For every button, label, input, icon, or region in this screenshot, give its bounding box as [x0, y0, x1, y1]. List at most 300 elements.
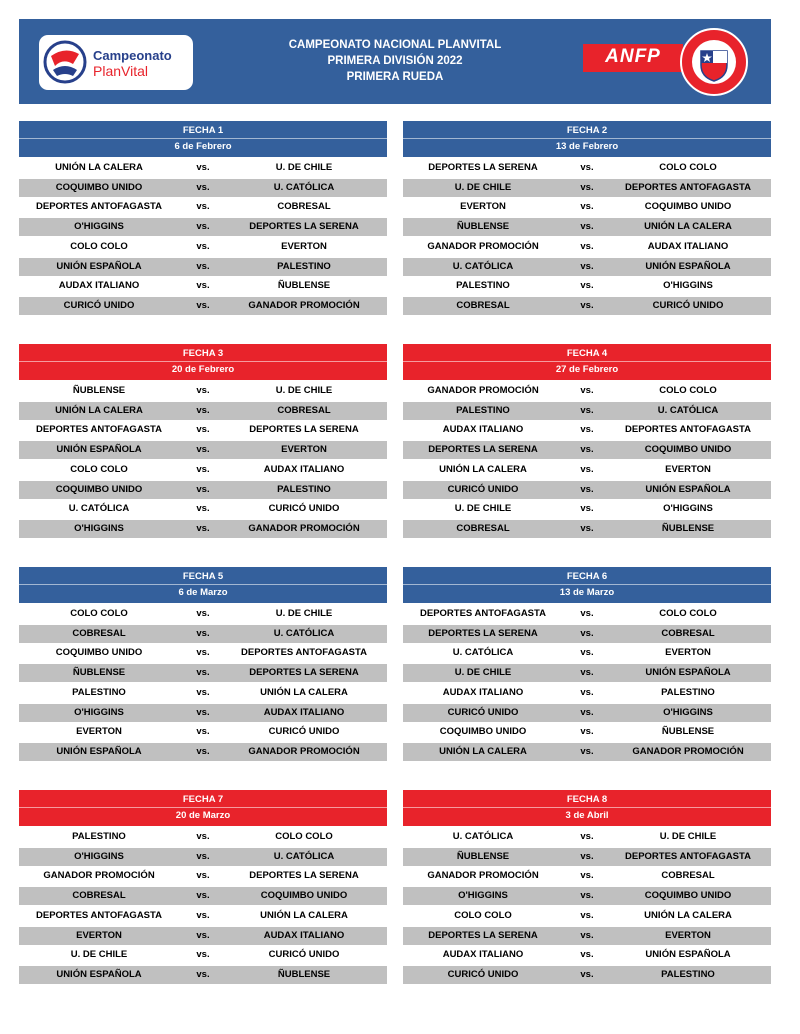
home-team: UNIÓN ESPAÑOLA [56, 746, 142, 757]
home-team: CURICÓ UNIDO [63, 300, 135, 311]
away-team: UNIÓN LA CALERA [260, 909, 348, 921]
home-team: DEPORTES ANTOFAGASTA [420, 607, 546, 619]
match-row [19, 664, 387, 682]
versus-label: vs. [580, 424, 594, 436]
match-row [19, 402, 387, 420]
versus-label: vs. [196, 929, 210, 941]
match-row [19, 238, 387, 256]
fecha-header [403, 790, 771, 826]
versus-label: vs. [196, 483, 210, 495]
page-header [19, 19, 771, 104]
home-team: DEPORTES ANTOFAGASTA [36, 909, 162, 921]
match-row [403, 664, 771, 682]
fecha-title: FECHA 7 [182, 794, 224, 805]
home-team: COBRESAL [456, 523, 510, 534]
away-team: U. CATÓLICA [273, 627, 335, 639]
fecha-title: FECHA 6 [566, 571, 608, 582]
versus-label: vs. [196, 627, 210, 639]
match-row [403, 179, 771, 197]
home-team: COLO COLO [70, 607, 128, 619]
chile-federation-crest-icon [679, 27, 749, 97]
versus-label: vs. [580, 300, 594, 311]
fecha-date: 6 de Febrero [174, 141, 232, 152]
home-team: DEPORTES LA SERENA [428, 444, 538, 455]
away-team: U. CATÓLICA [657, 404, 719, 416]
match-row [403, 704, 771, 722]
fecha-block [19, 121, 387, 315]
away-team: AUDAX ITALIANO [263, 463, 345, 475]
away-team: DEPORTES ANTOFAGASTA [625, 181, 751, 193]
versus-label: vs. [580, 909, 594, 921]
match-row [19, 520, 387, 538]
versus-label: vs. [196, 260, 210, 272]
home-team: AUDAX ITALIANO [442, 686, 524, 698]
match-row [403, 277, 771, 295]
versus-label: vs. [196, 503, 210, 515]
fecha-date: 20 de Febrero [171, 364, 235, 375]
match-row [19, 848, 387, 866]
away-team: UNIÓN LA CALERA [644, 909, 732, 921]
match-row [403, 867, 771, 885]
fecha-date: 6 de Marzo [178, 587, 228, 598]
match-row [19, 704, 387, 722]
match-row [19, 218, 387, 236]
versus-label: vs. [196, 424, 210, 436]
home-team: AUDAX ITALIANO [442, 424, 524, 436]
home-team: PALESTINO [456, 280, 510, 292]
match-row [403, 848, 771, 866]
versus-label: vs. [580, 384, 594, 396]
match-row [19, 277, 387, 295]
home-team: PALESTINO [72, 686, 126, 698]
match-row [403, 421, 771, 439]
away-team: UNIÓN ESPAÑOLA [645, 949, 731, 961]
versus-label: vs. [196, 181, 210, 193]
away-team: COLO COLO [659, 384, 717, 396]
match-row [19, 500, 387, 518]
away-team: GANADOR PROMOCIÓN [248, 523, 360, 534]
versus-label: vs. [196, 746, 210, 757]
away-team: DEPORTES ANTOFAGASTA [241, 647, 367, 659]
match-row [19, 867, 387, 885]
home-team: EVERTON [76, 726, 122, 738]
away-team: O'HIGGINS [663, 706, 713, 718]
versus-label: vs. [580, 280, 594, 292]
versus-label: vs. [580, 890, 594, 901]
away-team: ÑUBLENSE [277, 280, 331, 292]
match-row [403, 828, 771, 846]
fecha-header [19, 121, 387, 157]
home-team: GANADOR PROMOCIÓN [43, 870, 155, 882]
fecha-header [403, 344, 771, 380]
away-team: DEPORTES LA SERENA [249, 667, 359, 678]
away-team: PALESTINO [661, 686, 715, 698]
away-team: ÑUBLENSE [277, 969, 331, 980]
home-team: ÑUBLENSE [72, 667, 126, 678]
match-row [19, 421, 387, 439]
versus-label: vs. [580, 850, 594, 862]
versus-label: vs. [196, 706, 210, 718]
home-team: COQUIMBO UNIDO [55, 647, 143, 659]
match-row [19, 966, 387, 984]
match-row [403, 946, 771, 964]
home-team: U. DE CHILE [454, 667, 512, 678]
home-team: U. DE CHILE [454, 181, 512, 193]
versus-label: vs. [580, 444, 594, 455]
versus-label: vs. [580, 949, 594, 961]
match-row [19, 605, 387, 623]
versus-label: vs. [580, 929, 594, 941]
versus-label: vs. [580, 260, 594, 272]
away-team: COQUIMBO UNIDO [260, 890, 348, 901]
fecha-header [19, 567, 387, 603]
fecha-block [403, 344, 771, 538]
away-team: COLO COLO [659, 161, 717, 173]
home-team: U. DE CHILE [70, 949, 128, 961]
fecha-header [403, 121, 771, 157]
title-line-1: CAMPEONATO NACIONAL PLANVITAL [288, 39, 502, 51]
fecha-title: FECHA 1 [182, 125, 224, 136]
versus-label: vs. [196, 444, 210, 455]
home-team: COQUIMBO UNIDO [55, 483, 143, 495]
home-team: O'HIGGINS [458, 890, 508, 901]
away-team: COLO COLO [659, 607, 717, 619]
match-row [19, 625, 387, 643]
away-team: AUDAX ITALIANO [263, 929, 345, 941]
fecha-title: FECHA 8 [566, 794, 608, 805]
away-team: DEPORTES ANTOFAGASTA [625, 850, 751, 862]
home-team: COLO COLO [70, 240, 128, 252]
home-team: EVERTON [76, 929, 122, 941]
home-team: DEPORTES ANTOFAGASTA [36, 201, 162, 213]
versus-label: vs. [580, 221, 594, 232]
campeonato-planvital-logo [39, 35, 193, 90]
match-row [403, 238, 771, 256]
logo-line2: PlanVital [93, 63, 149, 79]
home-team: CURICÓ UNIDO [447, 483, 519, 495]
match-row [19, 907, 387, 925]
home-team: O'HIGGINS [74, 850, 124, 862]
away-team: COBRESAL [661, 627, 715, 639]
versus-label: vs. [580, 161, 594, 173]
match-row [19, 644, 387, 662]
away-team: COBRESAL [661, 870, 715, 882]
versus-label: vs. [580, 706, 594, 718]
match-row [19, 198, 387, 216]
match-row [403, 907, 771, 925]
match-row [403, 218, 771, 236]
home-team: ÑUBLENSE [72, 384, 126, 396]
away-team: U. DE CHILE [659, 830, 717, 842]
home-team: ÑUBLENSE [456, 850, 510, 862]
away-team: DEPORTES LA SERENA [249, 424, 359, 436]
match-row [403, 684, 771, 702]
match-row [19, 382, 387, 400]
match-row [19, 461, 387, 479]
fecha-block [19, 344, 387, 538]
away-team: UNIÓN ESPAÑOLA [645, 260, 731, 272]
match-row [19, 297, 387, 315]
away-team: AUDAX ITALIANO [647, 240, 729, 252]
home-team: DEPORTES LA SERENA [428, 161, 538, 173]
match-row [19, 887, 387, 905]
match-row [19, 723, 387, 741]
versus-label: vs. [196, 909, 210, 921]
versus-label: vs. [196, 463, 210, 475]
versus-label: vs. [580, 201, 594, 213]
away-team: U. DE CHILE [275, 607, 333, 619]
away-team: CURICÓ UNIDO [268, 503, 340, 515]
versus-label: vs. [580, 667, 594, 678]
match-row [19, 684, 387, 702]
away-team: COQUIMBO UNIDO [644, 890, 732, 901]
match-row [19, 927, 387, 945]
home-team: PALESTINO [72, 830, 126, 842]
fecha-header [19, 790, 387, 826]
away-team: O'HIGGINS [663, 280, 713, 292]
away-team: EVERTON [281, 240, 327, 252]
versus-label: vs. [196, 404, 210, 416]
home-team: O'HIGGINS [74, 221, 124, 232]
match-row [19, 828, 387, 846]
away-team: GANADOR PROMOCIÓN [632, 746, 744, 757]
home-team: UNIÓN LA CALERA [439, 746, 527, 757]
versus-label: vs. [196, 201, 210, 213]
fecha-date: 13 de Febrero [555, 141, 619, 152]
fecha-date: 3 de Abril [565, 810, 609, 821]
home-team: UNIÓN ESPAÑOLA [56, 444, 142, 455]
fecha-date: 20 de Marzo [175, 810, 231, 821]
home-team: DEPORTES ANTOFAGASTA [36, 424, 162, 436]
away-team: GANADOR PROMOCIÓN [248, 300, 360, 311]
away-team: CURICÓ UNIDO [652, 300, 724, 311]
away-team: ÑUBLENSE [661, 523, 715, 534]
title-line-2: PRIMERA DIVISIÓN 2022 [327, 55, 463, 67]
match-row [403, 382, 771, 400]
fecha-title: FECHA 3 [182, 348, 224, 359]
home-team: AUDAX ITALIANO [442, 949, 524, 961]
match-row [403, 927, 771, 945]
versus-label: vs. [580, 523, 594, 534]
home-team: U. DE CHILE [454, 503, 512, 515]
match-row [19, 481, 387, 499]
versus-label: vs. [580, 969, 594, 980]
fecha-title: FECHA 5 [182, 571, 224, 582]
versus-label: vs. [196, 280, 210, 292]
away-team: ÑUBLENSE [661, 726, 715, 738]
away-team: COQUIMBO UNIDO [644, 444, 732, 455]
home-team: CURICÓ UNIDO [447, 706, 519, 718]
match-row [403, 481, 771, 499]
versus-label: vs. [580, 404, 594, 416]
page-title [219, 37, 571, 85]
home-team: GANADOR PROMOCIÓN [427, 384, 539, 396]
fecha-header [403, 567, 771, 603]
away-team: COBRESAL [277, 404, 331, 416]
logo-line1: Campeonato [93, 48, 172, 63]
title-line-3: PRIMERA RUEDA [346, 71, 444, 83]
match-row [19, 743, 387, 761]
away-team: CURICÓ UNIDO [268, 726, 340, 738]
fecha-block [403, 121, 771, 315]
versus-label: vs. [196, 607, 210, 619]
versus-label: vs. [196, 850, 210, 862]
versus-label: vs. [580, 607, 594, 619]
home-team: COBRESAL [456, 300, 510, 311]
anfp-logo [583, 44, 683, 72]
versus-label: vs. [196, 221, 210, 232]
away-team: U. CATÓLICA [273, 850, 335, 862]
versus-label: vs. [580, 483, 594, 495]
away-team: CURICÓ UNIDO [268, 949, 340, 961]
match-row [403, 605, 771, 623]
versus-label: vs. [196, 667, 210, 678]
home-team: DEPORTES LA SERENA [428, 929, 538, 941]
fecha-title: FECHA 4 [566, 348, 608, 359]
fecha-block [19, 790, 387, 984]
match-row [403, 441, 771, 459]
away-team: UNIÓN ESPAÑOLA [645, 483, 731, 495]
home-team: UNIÓN LA CALERA [55, 404, 143, 416]
versus-label: vs. [580, 240, 594, 252]
match-row [403, 500, 771, 518]
match-row [403, 723, 771, 741]
fecha-block [19, 567, 387, 761]
versus-label: vs. [196, 647, 210, 659]
home-team: COBRESAL [72, 890, 126, 901]
match-row [403, 966, 771, 984]
match-row [19, 441, 387, 459]
away-team: PALESTINO [661, 969, 715, 980]
home-team: UNIÓN ESPAÑOLA [56, 260, 142, 272]
away-team: U. CATÓLICA [273, 181, 335, 193]
versus-label: vs. [196, 240, 210, 252]
match-row [403, 520, 771, 538]
away-team: EVERTON [665, 929, 711, 941]
fecha-title: FECHA 2 [566, 125, 608, 136]
versus-label: vs. [580, 746, 594, 757]
away-team: U. DE CHILE [275, 384, 333, 396]
fecha-header [19, 344, 387, 380]
versus-label: vs. [196, 949, 210, 961]
away-team: DEPORTES LA SERENA [249, 870, 359, 882]
away-team: O'HIGGINS [663, 503, 713, 515]
versus-label: vs. [580, 686, 594, 698]
versus-label: vs. [580, 726, 594, 738]
versus-label: vs. [580, 503, 594, 515]
versus-label: vs. [196, 523, 210, 534]
home-team: UNIÓN ESPAÑOLA [56, 969, 142, 980]
match-row [403, 258, 771, 276]
match-row [403, 297, 771, 315]
soccer-ball-icon [43, 40, 87, 84]
home-team: GANADOR PROMOCIÓN [427, 240, 539, 252]
match-row [19, 946, 387, 964]
away-team: COLO COLO [275, 830, 333, 842]
fecha-date: 27 de Febrero [555, 364, 619, 375]
home-team: COLO COLO [454, 909, 512, 921]
match-row [403, 887, 771, 905]
home-team: O'HIGGINS [74, 523, 124, 534]
match-row [403, 743, 771, 761]
versus-label: vs. [580, 830, 594, 842]
away-team: PALESTINO [277, 260, 331, 272]
match-row [19, 258, 387, 276]
home-team: UNIÓN LA CALERA [55, 161, 143, 173]
versus-label: vs. [196, 686, 210, 698]
home-team: COQUIMBO UNIDO [55, 181, 143, 193]
home-team: EVERTON [460, 201, 506, 213]
home-team: COLO COLO [70, 463, 128, 475]
home-team: PALESTINO [456, 404, 510, 416]
away-team: EVERTON [281, 444, 327, 455]
versus-label: vs. [196, 384, 210, 396]
home-team: U. CATÓLICA [68, 503, 130, 515]
versus-label: vs. [580, 870, 594, 882]
away-team: DEPORTES LA SERENA [249, 221, 359, 232]
match-row [19, 159, 387, 177]
away-team: DEPORTES ANTOFAGASTA [625, 424, 751, 436]
home-team: ÑUBLENSE [456, 221, 510, 232]
away-team: UNIÓN LA CALERA [260, 686, 348, 698]
home-team: UNIÓN LA CALERA [439, 463, 527, 475]
match-row [19, 179, 387, 197]
fecha-block [403, 790, 771, 984]
away-team: UNIÓN ESPAÑOLA [645, 667, 731, 678]
home-team: U. CATÓLICA [452, 647, 514, 659]
match-row [403, 644, 771, 662]
versus-label: vs. [196, 726, 210, 738]
versus-label: vs. [196, 969, 210, 980]
versus-label: vs. [580, 181, 594, 193]
home-team: DEPORTES LA SERENA [428, 627, 538, 639]
home-team: COBRESAL [72, 627, 126, 639]
home-team: CURICÓ UNIDO [447, 969, 519, 980]
away-team: GANADOR PROMOCIÓN [248, 746, 360, 757]
home-team: U. CATÓLICA [452, 830, 514, 842]
away-team: EVERTON [665, 463, 711, 475]
away-team: EVERTON [665, 647, 711, 659]
versus-label: vs. [196, 870, 210, 882]
versus-label: vs. [196, 161, 210, 173]
home-team: U. CATÓLICA [452, 260, 514, 272]
home-team: AUDAX ITALIANO [58, 280, 140, 292]
anfp-logo-text: ANFP [605, 46, 661, 67]
versus-label: vs. [580, 627, 594, 639]
away-team: UNIÓN LA CALERA [644, 221, 732, 232]
away-team: AUDAX ITALIANO [263, 706, 345, 718]
versus-label: vs. [196, 300, 210, 311]
away-team: COQUIMBO UNIDO [644, 201, 732, 213]
away-team: COBRESAL [277, 201, 331, 213]
versus-label: vs. [196, 830, 210, 842]
home-team: O'HIGGINS [74, 706, 124, 718]
away-team: U. DE CHILE [275, 161, 333, 173]
versus-label: vs. [196, 890, 210, 901]
versus-label: vs. [580, 647, 594, 659]
match-row [403, 461, 771, 479]
away-team: PALESTINO [277, 483, 331, 495]
match-row [403, 198, 771, 216]
fecha-block [403, 567, 771, 761]
match-row [403, 625, 771, 643]
fecha-date: 13 de Marzo [559, 587, 615, 598]
match-row [403, 159, 771, 177]
home-team: COQUIMBO UNIDO [439, 726, 527, 738]
versus-label: vs. [580, 463, 594, 475]
home-team: GANADOR PROMOCIÓN [427, 870, 539, 882]
match-row [403, 402, 771, 420]
